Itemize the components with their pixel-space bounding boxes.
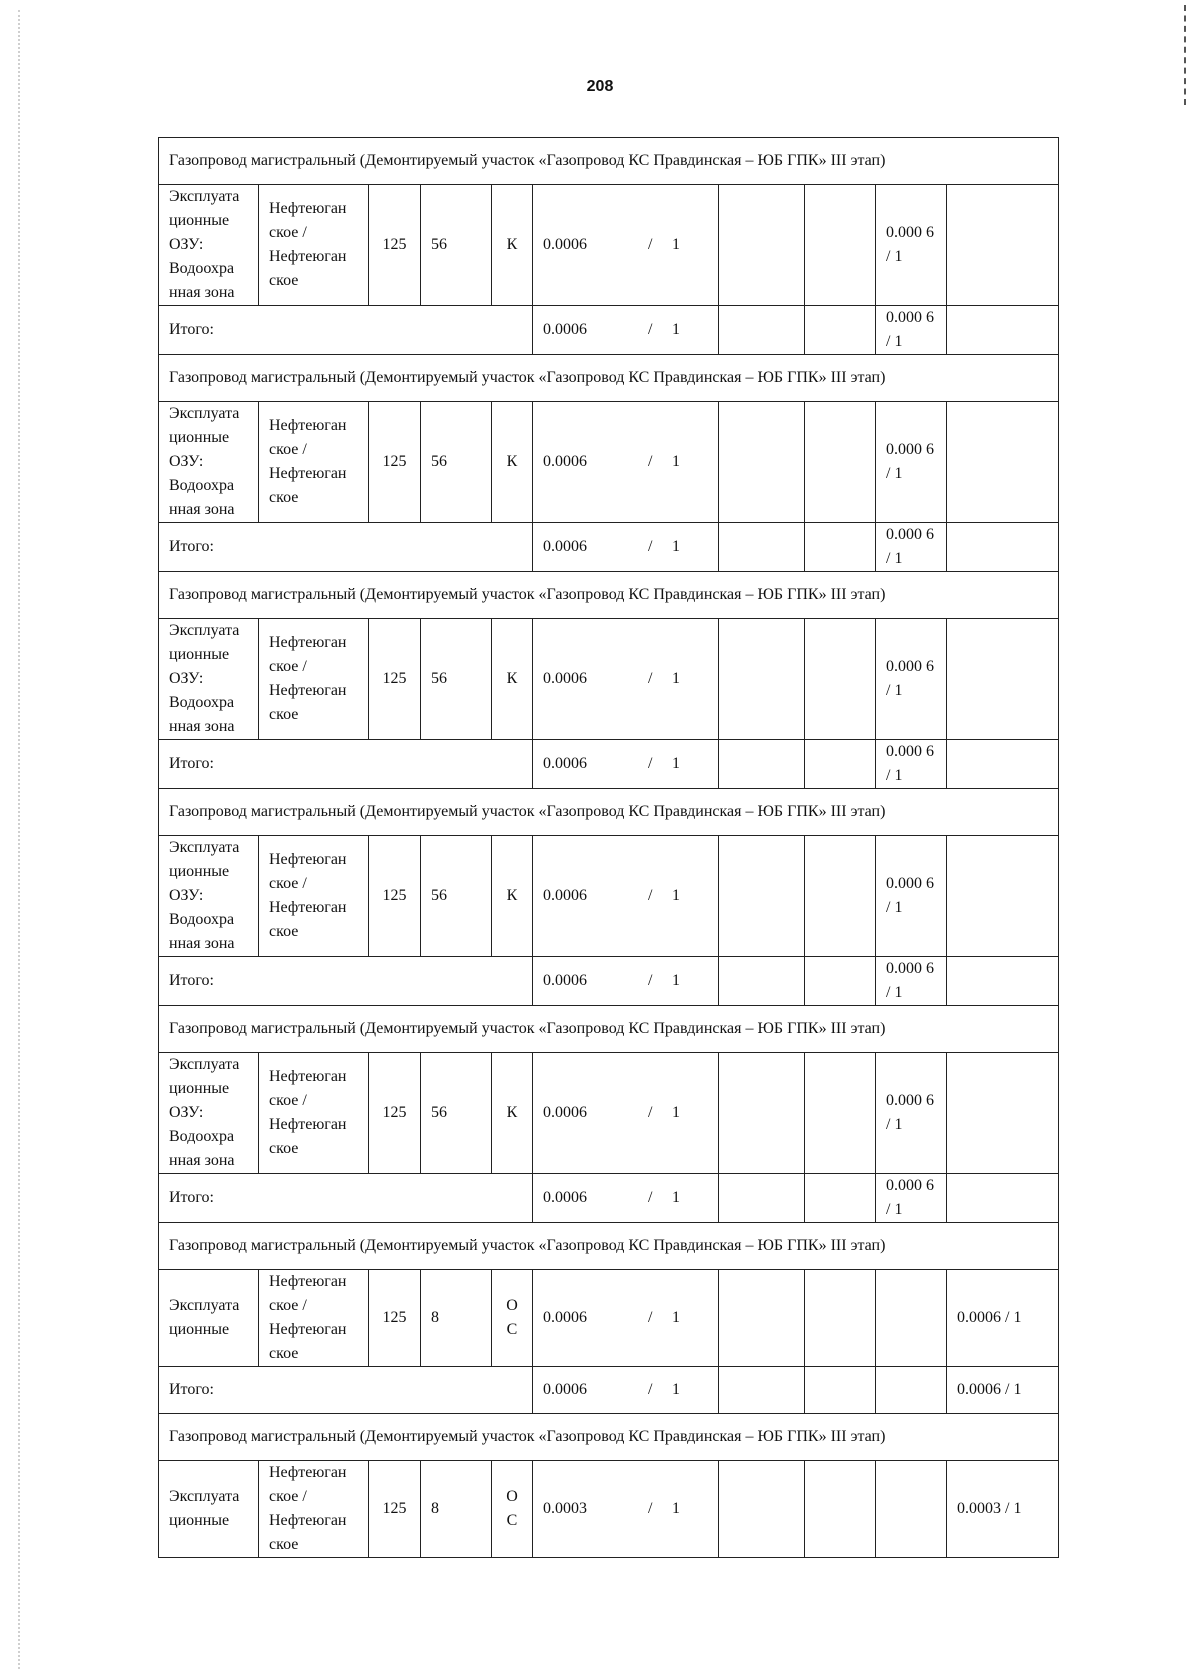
- value-separator: /: [648, 453, 653, 470]
- total-col7-cell: [719, 523, 805, 572]
- value-numerator: 0.0006: [543, 321, 587, 338]
- field-cell: Нефтеюган ское / Нефтеюган ское: [259, 619, 369, 740]
- value-numerator: 0.0006: [543, 538, 587, 555]
- total-col10-cell: [947, 523, 1059, 572]
- section-title: Газопровод магистральный (Демонтируемый участок «Газопровод КС Правдинская – ЮБ ГПК» III этап): [159, 138, 1059, 185]
- table-row: [159, 402, 1059, 523]
- col10-cell: 0.0003 / 1: [947, 1461, 1059, 1558]
- value-separator: /: [648, 1189, 653, 1206]
- col10-cell: [947, 402, 1059, 523]
- col3-cell: 125: [369, 619, 421, 740]
- section-header-row: [159, 789, 1059, 836]
- value-denominator: 1: [672, 538, 680, 555]
- total-col10-cell: [947, 957, 1059, 1006]
- total-col10-cell: [947, 740, 1059, 789]
- table-row: [159, 619, 1059, 740]
- total-label: Итого:: [159, 740, 533, 789]
- col3-cell: 125: [369, 836, 421, 957]
- col7-cell: [719, 619, 805, 740]
- col3-cell: 125: [369, 1461, 421, 1558]
- value-cell: [533, 1270, 719, 1367]
- section-title: Газопровод магистральный (Демонтируемый участок «Газопровод КС Правдинская – ЮБ ГПК» III этап): [159, 1414, 1059, 1461]
- category-cell: Эксплуата ционные: [159, 1461, 259, 1558]
- field-cell: Нефтеюган ское / Нефтеюган ское: [259, 1053, 369, 1174]
- section-header-row: [159, 1414, 1059, 1461]
- total-col9-cell: 0.000 6 / 1: [876, 740, 947, 789]
- total-col7-cell: [719, 306, 805, 355]
- table-row: [159, 836, 1059, 957]
- total-value-cell: [533, 523, 719, 572]
- total-label: Итого:: [159, 957, 533, 1006]
- col9-cell: 0.000 6 / 1: [876, 836, 947, 957]
- value-cell: [533, 1461, 719, 1558]
- value-denominator: 1: [672, 972, 680, 989]
- value-separator: /: [648, 321, 653, 338]
- value-numerator: 0.0006: [543, 1189, 587, 1206]
- col7-cell: [719, 185, 805, 306]
- col4-cell: 56: [421, 402, 492, 523]
- total-col8-cell: [805, 740, 876, 789]
- value-numerator: 0.0006: [543, 1309, 587, 1326]
- value-separator: /: [648, 670, 653, 687]
- total-col7-cell: [719, 1367, 805, 1414]
- section-title: Газопровод магистральный (Демонтируемый участок «Газопровод КС Правдинская – ЮБ ГПК» III этап): [159, 1006, 1059, 1053]
- total-value-cell: [533, 306, 719, 355]
- value-denominator: 1: [672, 887, 680, 904]
- total-value-cell: [533, 957, 719, 1006]
- col7-cell: [719, 1053, 805, 1174]
- col4-cell: 56: [421, 836, 492, 957]
- land-plot-table: [158, 137, 1059, 1558]
- col8-cell: [805, 1270, 876, 1367]
- value-cell: [533, 1053, 719, 1174]
- col5-cell: К: [492, 402, 533, 523]
- table-body: [159, 138, 1059, 1558]
- value-numerator: 0.0006: [543, 1381, 587, 1398]
- value-denominator: 1: [672, 670, 680, 687]
- total-value-cell: [533, 740, 719, 789]
- total-col8-cell: [805, 957, 876, 1006]
- col5-cell: О С: [492, 1270, 533, 1367]
- category-cell: Эксплуата ционные ОЗУ: Водоохра нная зона: [159, 619, 259, 740]
- field-cell: Нефтеюган ское / Нефтеюган ское: [259, 402, 369, 523]
- total-col8-cell: [805, 523, 876, 572]
- total-value-cell: [533, 1367, 719, 1414]
- category-cell: Эксплуата ционные ОЗУ: Водоохра нная зона: [159, 402, 259, 523]
- value-denominator: 1: [672, 1500, 680, 1517]
- scan-edge-left: [18, 10, 23, 1669]
- col8-cell: [805, 1461, 876, 1558]
- total-row: [159, 523, 1059, 572]
- col10-cell: [947, 1053, 1059, 1174]
- total-col7-cell: [719, 957, 805, 1006]
- total-row: [159, 957, 1059, 1006]
- value-denominator: 1: [672, 755, 680, 772]
- col9-cell: 0.000 6 / 1: [876, 619, 947, 740]
- section-title: Газопровод магистральный (Демонтируемый участок «Газопровод КС Правдинская – ЮБ ГПК» III этап): [159, 572, 1059, 619]
- col9-cell: 0.000 6 / 1: [876, 1053, 947, 1174]
- col9-cell: [876, 1461, 947, 1558]
- value-denominator: 1: [672, 1189, 680, 1206]
- total-value-cell: [533, 1174, 719, 1223]
- value-numerator: 0.0006: [543, 972, 587, 989]
- value-denominator: 1: [672, 236, 680, 253]
- col9-cell: 0.000 6 / 1: [876, 402, 947, 523]
- category-cell: Эксплуата ционные: [159, 1270, 259, 1367]
- value-separator: /: [648, 538, 653, 555]
- total-col9-cell: 0.000 6 / 1: [876, 957, 947, 1006]
- total-row: [159, 1174, 1059, 1223]
- field-cell: Нефтеюган ское / Нефтеюган ское: [259, 1270, 369, 1367]
- value-separator: /: [648, 1500, 653, 1517]
- col3-cell: 125: [369, 1270, 421, 1367]
- col8-cell: [805, 402, 876, 523]
- total-col7-cell: [719, 1174, 805, 1223]
- total-col10-cell: [947, 1174, 1059, 1223]
- total-col9-cell: 0.000 6 / 1: [876, 306, 947, 355]
- value-numerator: 0.0006: [543, 1104, 587, 1121]
- value-denominator: 1: [672, 1381, 680, 1398]
- total-row: [159, 740, 1059, 789]
- section-header-row: [159, 572, 1059, 619]
- category-cell: Эксплуата ционные ОЗУ: Водоохра нная зона: [159, 836, 259, 957]
- value-cell: [533, 402, 719, 523]
- value-separator: /: [648, 1309, 653, 1326]
- table-row: [159, 1053, 1059, 1174]
- col5-cell: К: [492, 619, 533, 740]
- total-col9-cell: 0.000 6 / 1: [876, 523, 947, 572]
- col10-cell: 0.0006 / 1: [947, 1270, 1059, 1367]
- col3-cell: 125: [369, 185, 421, 306]
- total-row: [159, 306, 1059, 355]
- category-cell: Эксплуата ционные ОЗУ: Водоохра нная зона: [159, 185, 259, 306]
- total-row: [159, 1367, 1059, 1414]
- col7-cell: [719, 1270, 805, 1367]
- value-cell: [533, 619, 719, 740]
- col4-cell: 56: [421, 1053, 492, 1174]
- total-label: Итого:: [159, 523, 533, 572]
- total-col8-cell: [805, 1174, 876, 1223]
- field-cell: Нефтеюган ское / Нефтеюган ское: [259, 185, 369, 306]
- col5-cell: К: [492, 185, 533, 306]
- value-denominator: 1: [672, 1104, 680, 1121]
- total-col10-cell: [947, 306, 1059, 355]
- col8-cell: [805, 1053, 876, 1174]
- category-cell: Эксплуата ционные ОЗУ: Водоохра нная зона: [159, 1053, 259, 1174]
- value-separator: /: [648, 1104, 653, 1121]
- value-denominator: 1: [672, 453, 680, 470]
- section-header-row: [159, 138, 1059, 185]
- col8-cell: [805, 836, 876, 957]
- page-number: 208: [586, 78, 614, 95]
- col8-cell: [805, 619, 876, 740]
- col10-cell: [947, 836, 1059, 957]
- value-separator: /: [648, 236, 653, 253]
- col4-cell: 56: [421, 185, 492, 306]
- section-header-row: [159, 1006, 1059, 1053]
- total-col9-cell: 0.000 6 / 1: [876, 1174, 947, 1223]
- total-label: Итого:: [159, 306, 533, 355]
- value-numerator: 0.0003: [543, 1500, 587, 1517]
- total-label: Итого:: [159, 1367, 533, 1414]
- value-numerator: 0.0006: [543, 236, 587, 253]
- col3-cell: 125: [369, 402, 421, 523]
- total-col9-cell: [876, 1367, 947, 1414]
- value-denominator: 1: [672, 321, 680, 338]
- value-cell: [533, 836, 719, 957]
- table-row: [159, 1270, 1059, 1367]
- value-denominator: 1: [672, 1309, 680, 1326]
- value-numerator: 0.0006: [543, 755, 587, 772]
- col10-cell: [947, 185, 1059, 306]
- total-col10-cell: 0.0006 / 1: [947, 1367, 1059, 1414]
- value-separator: /: [648, 887, 653, 904]
- section-header-row: [159, 1223, 1059, 1270]
- section-header-row: [159, 355, 1059, 402]
- value-separator: /: [648, 972, 653, 989]
- col5-cell: О С: [492, 1461, 533, 1558]
- col9-cell: [876, 1270, 947, 1367]
- table-row: [159, 1461, 1059, 1558]
- field-cell: Нефтеюган ское / Нефтеюган ское: [259, 836, 369, 957]
- total-col7-cell: [719, 740, 805, 789]
- value-numerator: 0.0006: [543, 453, 587, 470]
- col5-cell: К: [492, 836, 533, 957]
- col9-cell: 0.000 6 / 1: [876, 185, 947, 306]
- section-title: Газопровод магистральный (Демонтируемый участок «Газопровод КС Правдинская – ЮБ ГПК» III этап): [159, 355, 1059, 402]
- col4-cell: 8: [421, 1461, 492, 1558]
- field-cell: Нефтеюган ское / Нефтеюган ское: [259, 1461, 369, 1558]
- table-row: [159, 185, 1059, 306]
- col7-cell: [719, 1461, 805, 1558]
- col7-cell: [719, 402, 805, 523]
- value-separator: /: [648, 755, 653, 772]
- col4-cell: 8: [421, 1270, 492, 1367]
- value-cell: [533, 185, 719, 306]
- value-separator: /: [648, 1381, 653, 1398]
- col7-cell: [719, 836, 805, 957]
- total-col8-cell: [805, 306, 876, 355]
- col5-cell: К: [492, 1053, 533, 1174]
- col10-cell: [947, 619, 1059, 740]
- col8-cell: [805, 185, 876, 306]
- section-title: Газопровод магистральный (Демонтируемый участок «Газопровод КС Правдинская – ЮБ ГПК» III этап): [159, 789, 1059, 836]
- col4-cell: 56: [421, 619, 492, 740]
- total-label: Итого:: [159, 1174, 533, 1223]
- value-numerator: 0.0006: [543, 670, 587, 687]
- value-numerator: 0.0006: [543, 887, 587, 904]
- total-col8-cell: [805, 1367, 876, 1414]
- section-title: Газопровод магистральный (Демонтируемый участок «Газопровод КС Правдинская – ЮБ ГПК» III этап): [159, 1223, 1059, 1270]
- col3-cell: 125: [369, 1053, 421, 1174]
